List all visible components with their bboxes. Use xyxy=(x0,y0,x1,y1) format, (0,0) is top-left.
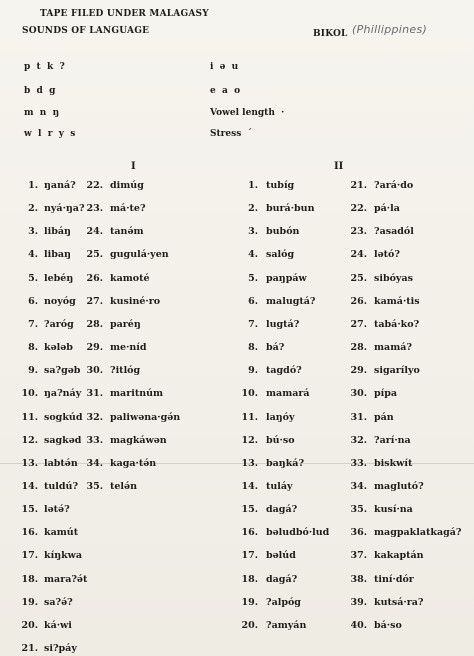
item-number: 34. xyxy=(86,457,103,469)
item-word: ?aróg xyxy=(44,318,74,330)
item-number: 14. xyxy=(21,480,38,492)
item-number: 29. xyxy=(350,365,367,377)
item-word: gugulá·yen xyxy=(110,249,169,261)
item-word: kaga·tə́n xyxy=(110,457,157,469)
item-word: pípa xyxy=(374,388,398,400)
item-number: 5. xyxy=(28,272,38,284)
item-number: 28. xyxy=(350,342,367,354)
vowel-row: e a o xyxy=(210,86,241,96)
item-word: telə́n xyxy=(110,480,137,492)
item-word: paŋpáw xyxy=(266,272,307,284)
item-number: 26. xyxy=(86,272,103,284)
item-word: paliwəna·gə́n xyxy=(110,411,181,423)
item-word: ŋa?náy xyxy=(44,388,82,400)
item-word: ŋaná? xyxy=(44,180,76,191)
item-number: 13. xyxy=(21,457,38,469)
item-word: biskwít xyxy=(374,457,413,469)
item-number: 9. xyxy=(28,365,38,377)
item-number: 34. xyxy=(350,480,367,492)
item-word: ?alpóg xyxy=(266,596,301,608)
item-word: dagá? xyxy=(266,504,298,516)
item-word: bubón xyxy=(266,226,300,238)
item-number: 8. xyxy=(248,342,258,354)
item-word: tabá·ko? xyxy=(374,318,420,330)
item-word: libáŋ xyxy=(44,226,71,238)
item-number: 25. xyxy=(350,272,367,284)
item-word: sa?ə́? xyxy=(44,596,73,608)
item-number: 6. xyxy=(28,295,38,307)
item-word: sigarílyo xyxy=(374,365,420,377)
item-number: 1. xyxy=(28,180,38,191)
item-word: sagkəd xyxy=(44,434,82,446)
item-word: magkáwən xyxy=(110,434,167,446)
vowel-row: i ə u xyxy=(210,62,239,72)
item-word: bəlúd xyxy=(266,550,296,562)
item-number: 32. xyxy=(86,411,103,423)
item-word: lebéŋ xyxy=(44,272,74,284)
item-word: dagá? xyxy=(266,573,298,585)
item-word: kusiné·ro xyxy=(110,295,161,307)
item-number: 31. xyxy=(350,411,367,423)
item-number: 19. xyxy=(241,596,258,608)
item-number: 27. xyxy=(350,318,367,330)
item-number: 17. xyxy=(21,550,38,562)
item-word: ká·wi xyxy=(44,619,72,631)
item-number: 33. xyxy=(86,434,103,446)
item-number: 2. xyxy=(248,203,258,215)
item-word: salóg xyxy=(266,249,295,261)
item-number: 22. xyxy=(350,203,367,215)
item-number: 8. xyxy=(28,342,38,354)
item-word: tubíg xyxy=(266,180,295,191)
item-word: tanə́m xyxy=(110,226,144,238)
item-number: 1. xyxy=(248,180,258,191)
item-number: 11. xyxy=(21,411,38,423)
item-number: 22. xyxy=(86,180,103,191)
item-word: dimúg xyxy=(110,180,144,191)
item-word: bá? xyxy=(266,342,285,354)
item-number: 36. xyxy=(350,527,367,539)
item-number: 16. xyxy=(241,527,258,539)
item-number: 10. xyxy=(241,388,258,400)
item-word: mara?ə́t xyxy=(44,573,88,585)
item-number: 7. xyxy=(28,318,38,330)
vowel-row: Stress ´ xyxy=(210,129,253,139)
item-number: 4. xyxy=(28,249,38,261)
item-number: 32. xyxy=(350,434,367,446)
item-number: 18. xyxy=(21,573,38,585)
item-word: ?arí·na xyxy=(374,434,411,446)
item-number: 26. xyxy=(350,295,367,307)
item-word: mamá? xyxy=(374,342,412,354)
item-number: 38. xyxy=(350,573,367,585)
item-number: 7. xyxy=(248,318,258,330)
item-word: noyóg xyxy=(44,295,76,307)
item-number: 18. xyxy=(241,573,258,585)
item-number: 12. xyxy=(21,434,38,446)
item-number: 14. xyxy=(241,480,258,492)
item-number: 6. xyxy=(248,295,258,307)
item-number: 9. xyxy=(248,365,258,377)
item-number: 15. xyxy=(241,504,258,516)
item-word: tuldú? xyxy=(44,480,79,492)
item-word: magpaklatkagá? xyxy=(374,527,462,539)
vowel-row: Vowel length · xyxy=(210,108,285,118)
item-word: libaŋ xyxy=(44,249,71,261)
item-word: sogkúd xyxy=(44,411,83,423)
item-number: 23. xyxy=(86,203,103,215)
item-word: paréŋ xyxy=(110,318,141,330)
item-number: 17. xyxy=(241,550,258,562)
item-number: 24. xyxy=(86,226,103,238)
item-word: burá·bun xyxy=(266,203,315,215)
item-word: bú·so xyxy=(266,434,295,446)
item-word: ?amyán xyxy=(266,619,307,631)
item-word: ?asadól xyxy=(374,226,414,238)
item-number: 20. xyxy=(21,619,38,631)
item-word: si?páy xyxy=(44,643,77,654)
item-number: 39. xyxy=(350,596,367,608)
item-number: 40. xyxy=(350,619,367,631)
item-number: 24. xyxy=(350,249,367,261)
column-heading-two: II xyxy=(334,161,344,172)
item-word: lugtá? xyxy=(266,318,300,330)
item-word: labtə́n xyxy=(44,457,78,469)
item-word: kíŋkwa xyxy=(44,550,83,562)
item-word: me·níd xyxy=(110,342,147,354)
item-word: kələb xyxy=(44,342,73,354)
item-word: mamará xyxy=(266,388,310,400)
item-word: kamút xyxy=(44,527,79,539)
item-word: má·te? xyxy=(110,203,146,215)
item-word: tagdó? xyxy=(266,365,302,377)
item-number: 2. xyxy=(28,203,38,215)
item-number: 29. xyxy=(86,342,103,354)
item-number: 10. xyxy=(21,388,38,400)
item-number: 4. xyxy=(248,249,258,261)
consonant-row: m n ŋ xyxy=(24,108,60,118)
item-word: laŋóy xyxy=(266,411,295,423)
item-number: 21. xyxy=(350,180,367,191)
item-word: kamoté xyxy=(110,272,150,284)
item-word: pán xyxy=(374,411,394,423)
item-word: maritnúm xyxy=(110,388,164,400)
item-word: malugtá? xyxy=(266,295,316,307)
item-word: sa?gəb xyxy=(44,365,81,377)
item-word: bəludbó·lud xyxy=(266,527,330,539)
item-number: 31. xyxy=(86,388,103,400)
item-number: 35. xyxy=(350,504,367,516)
header-tape-filed: TAPE FILED UNDER MALAGASY xyxy=(40,9,209,19)
item-number: 3. xyxy=(248,226,258,238)
item-word: kutsá·ra? xyxy=(374,596,424,608)
item-number: 20. xyxy=(241,619,258,631)
item-word: ?itlóg xyxy=(110,365,141,377)
item-number: 33. xyxy=(350,457,367,469)
item-number: 5. xyxy=(248,272,258,284)
item-word: lətə́? xyxy=(44,504,70,516)
item-number: 12. xyxy=(241,434,258,446)
item-word: bá·so xyxy=(374,619,402,631)
item-number: 11. xyxy=(241,411,258,423)
item-word: tuláy xyxy=(266,480,293,492)
item-word: baŋká? xyxy=(266,457,305,469)
item-word: kusí·na xyxy=(374,504,413,516)
consonant-row: w l r y s xyxy=(24,129,76,139)
item-number: 23. xyxy=(350,226,367,238)
item-number: 37. xyxy=(350,550,367,562)
item-number: 35. xyxy=(86,480,103,492)
item-word: ?ará·do xyxy=(374,180,414,191)
item-number: 15. xyxy=(21,504,38,516)
handwritten-note: (Phillippines) xyxy=(352,23,428,36)
item-number: 19. xyxy=(21,596,38,608)
column-heading-one: I xyxy=(131,161,136,172)
consonant-row: p t k ? xyxy=(24,62,65,72)
item-number: 27. xyxy=(86,295,103,307)
item-word: kamá·tis xyxy=(374,295,420,307)
item-word: nyá·ŋa? xyxy=(44,203,85,215)
item-number: 25. xyxy=(86,249,103,261)
item-word: kakaptán xyxy=(374,550,424,562)
item-word: pá·la xyxy=(374,203,400,215)
item-word: sibóyas xyxy=(374,272,413,284)
item-number: 3. xyxy=(28,226,38,238)
item-number: 21. xyxy=(21,643,38,654)
consonant-row: b d g xyxy=(24,86,56,96)
item-word: maglutó? xyxy=(374,480,424,492)
header-language-name: BIKOL xyxy=(313,29,348,39)
header-sounds-of-language: SOUNDS OF LANGUAGE xyxy=(22,26,150,36)
item-number: 16. xyxy=(21,527,38,539)
item-number: 13. xyxy=(241,457,258,469)
item-number: 30. xyxy=(86,365,103,377)
item-word: tiní·dór xyxy=(374,573,414,585)
item-number: 28. xyxy=(86,318,103,330)
item-number: 30. xyxy=(350,388,367,400)
item-word: lətó? xyxy=(374,249,400,261)
